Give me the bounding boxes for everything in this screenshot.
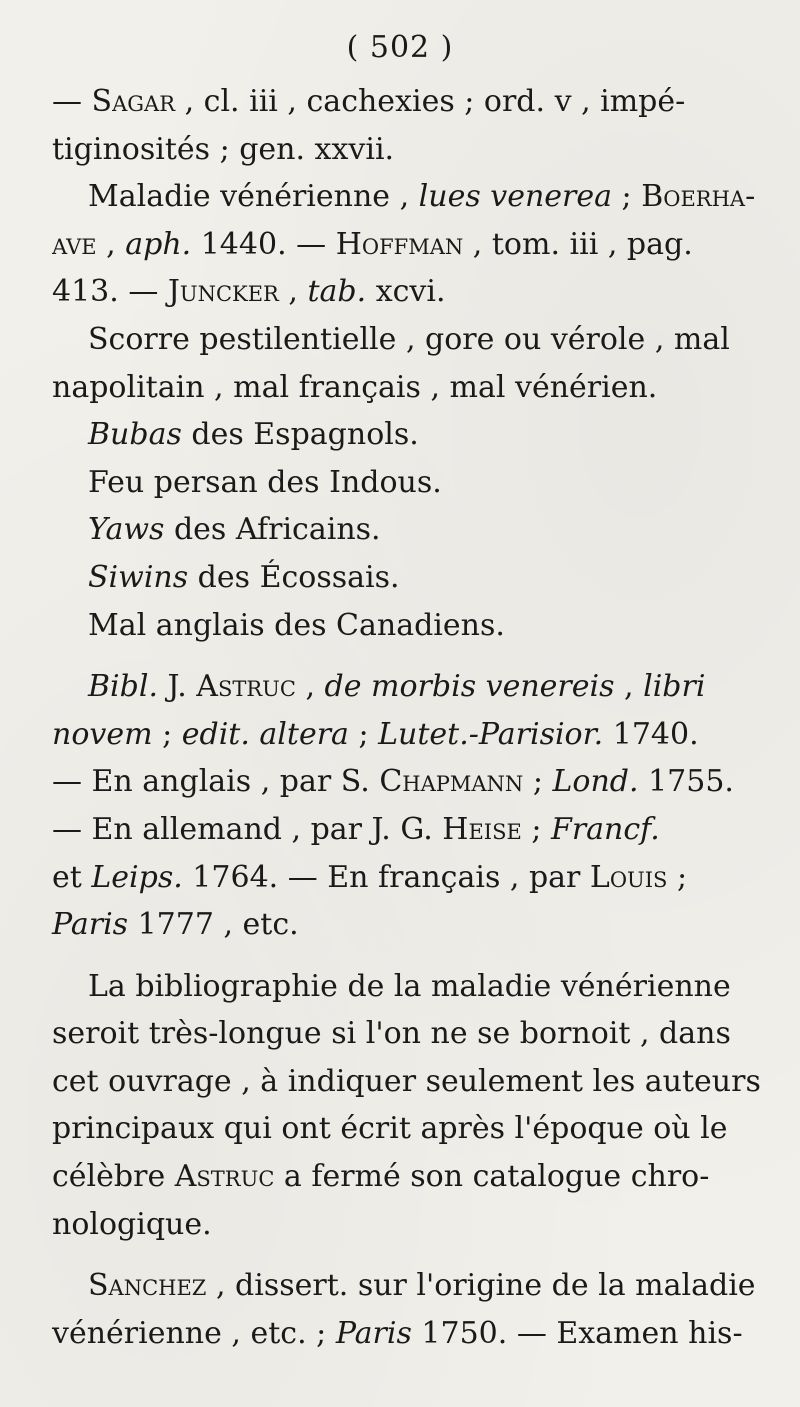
text-line: [52, 901, 752, 949]
text-run: ;: [523, 764, 553, 800]
text-line: [52, 963, 752, 1011]
text-run: des Africains.: [164, 512, 381, 548]
small-caps-run: Astruc: [174, 1159, 275, 1195]
text-run: ,: [278, 274, 308, 310]
italic-run: Lond.: [552, 764, 639, 800]
small-caps-run: Astruc: [196, 669, 296, 705]
italic-run: edit. altera: [181, 716, 349, 752]
small-caps-run: ave: [52, 226, 97, 262]
text-line: [52, 758, 752, 806]
text-line: [52, 1105, 752, 1153]
italic-run: Lutet.-Parisior.: [378, 716, 604, 752]
text-run: ,: [614, 669, 644, 705]
text-run: vénérienne , etc. ;: [52, 1315, 336, 1351]
italic-run: novem: [52, 716, 153, 752]
italic-run: tab.: [307, 274, 367, 310]
text-run: xcvi.: [366, 274, 446, 310]
italic-run: Bubas: [88, 417, 182, 453]
text-line: [52, 126, 752, 174]
text-run: napolitain , mal français , mal vénérien.: [52, 369, 658, 405]
text-run: ;: [612, 179, 642, 215]
text-run: 1440. —: [191, 226, 336, 262]
text-run: nologique.: [52, 1206, 212, 1242]
text-run: 1764. — En français , par: [182, 859, 590, 895]
text-run: J.: [157, 669, 197, 705]
text-run: ;: [152, 716, 182, 752]
italic-run: Yaws: [88, 512, 165, 548]
italic-run: lues venerea: [418, 179, 613, 215]
small-caps-run: Hoffman: [335, 226, 464, 262]
page-body-text: [52, 78, 761, 1357]
text-run: principaux qui ont écrit après l'époque où le: [52, 1111, 728, 1147]
text-line: [52, 1310, 752, 1358]
text-run: —: [52, 84, 92, 119]
italic-run: libri: [643, 669, 706, 705]
text-run: seroit très-longue si l'on ne se bornoit , dans: [52, 1016, 731, 1052]
text-run: Mal anglais des Canadiens.: [88, 607, 505, 643]
text-run: 1740.: [603, 716, 699, 752]
text-run: 1755.: [638, 764, 734, 800]
text-run: , dissert. sur l'origine de la maladie: [206, 1268, 756, 1304]
small-caps-run: Louis: [589, 859, 668, 895]
text-line: [52, 316, 752, 364]
text-line: [52, 602, 752, 650]
paragraph-gap: [52, 949, 752, 963]
text-run: , cl. iii , cachexies ; ord. v , impé-: [175, 84, 686, 119]
text-line: [52, 1262, 756, 1310]
text-run: ;: [348, 716, 379, 752]
text-line: [52, 711, 752, 759]
text-run: 1750. — Examen his-: [411, 1315, 743, 1351]
paragraph-gap: [52, 1248, 752, 1262]
small-caps-run: Sagar: [91, 84, 176, 119]
text-run: ,: [295, 669, 325, 705]
text-line: [52, 1058, 761, 1106]
text-run: célèbre: [52, 1159, 175, 1195]
text-run: des Écossais.: [188, 559, 400, 595]
text-line: [52, 268, 752, 316]
small-caps-run: Chapmann: [379, 764, 524, 800]
text-line: [52, 1201, 752, 1249]
small-caps-run: Heise: [442, 811, 522, 847]
text-run: — En anglais , par S.: [52, 764, 380, 800]
text-run: 1777 , etc.: [128, 907, 299, 943]
text-line: [52, 554, 752, 602]
text-run: tiginosités ; gen. xxvii.: [52, 131, 395, 167]
text-run: 413. —: [52, 274, 168, 310]
text-run: ;: [667, 859, 688, 895]
text-run: des Espagnols.: [181, 417, 419, 453]
italic-run: Paris: [52, 907, 129, 943]
text-run: Feu persan des Indous.: [88, 464, 442, 500]
text-line: [52, 459, 752, 507]
text-run: La bibliographie de la maladie vénérienne: [88, 968, 731, 1004]
small-caps-run: Juncker: [167, 274, 279, 310]
text-line: [52, 854, 752, 902]
text-line: [52, 1010, 752, 1058]
text-run: cet ouvrage , à indiquer seulement les auteurs: [52, 1063, 761, 1099]
italic-run: Paris: [335, 1315, 412, 1351]
text-line: [52, 1153, 752, 1201]
small-caps-run: Boerha-: [641, 179, 756, 215]
italic-run: Leips.: [91, 859, 183, 895]
text-line: [52, 221, 752, 269]
page-number: ( 502 ): [346, 30, 454, 65]
italic-run: de morbis venereis: [324, 669, 615, 705]
text-line: [52, 663, 752, 711]
text-run: — En allemand , par J. G.: [52, 811, 443, 847]
text-run: ;: [521, 811, 551, 847]
text-run: Scorre pestilentielle , gore ou vérole , mal: [88, 321, 730, 357]
text-run: a fermé son catalogue chro-: [274, 1159, 710, 1195]
text-run: et: [52, 859, 92, 895]
italic-run: Bibl.: [88, 669, 158, 705]
italic-run: aph.: [125, 226, 192, 262]
text-line: [52, 506, 752, 554]
text-line: [52, 364, 752, 412]
text-line: [52, 806, 752, 854]
text-line: [52, 411, 752, 459]
paragraph-gap: [52, 649, 752, 663]
italic-run: Siwins: [88, 559, 189, 595]
text-run: ,: [96, 226, 126, 262]
text-line: [52, 78, 752, 126]
text-run: Maladie vénérienne ,: [88, 179, 419, 215]
text-line: [52, 173, 756, 221]
text-run: , tom. iii , pag.: [463, 226, 693, 262]
italic-run: Francf.: [551, 811, 660, 847]
small-caps-run: Sanchez: [88, 1268, 207, 1304]
